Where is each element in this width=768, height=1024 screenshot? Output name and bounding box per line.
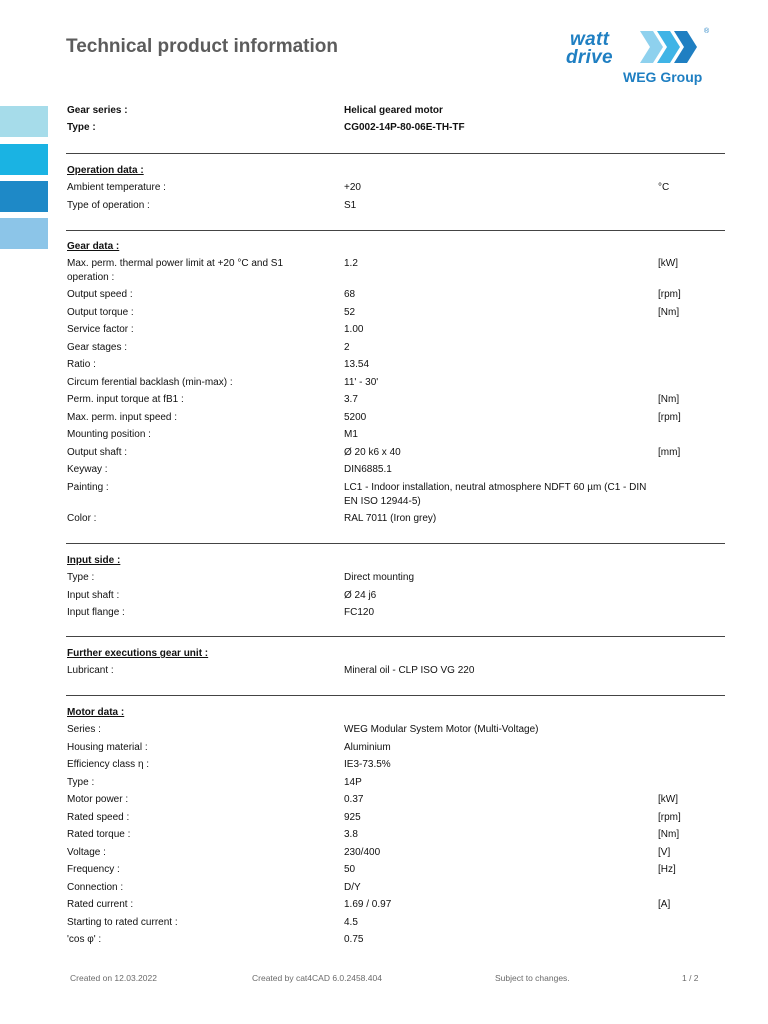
type-label: Type : <box>67 122 96 133</box>
spec-row <box>67 341 725 359</box>
spec-label: Input shaft : <box>67 589 120 601</box>
spec-row <box>67 589 725 607</box>
spec-row <box>67 828 725 846</box>
spec-value: 50 <box>344 864 356 875</box>
spec-value: LC1 - Indoor installation, neutral atmosphere NDFT 60 µm (C1 - DIN EN ISO 12944-5) <box>344 481 647 507</box>
spec-label: Efficiency class η : <box>67 759 150 770</box>
operation-data-section <box>67 164 725 216</box>
motor-data-title: Motor data : <box>67 707 125 718</box>
spec-value: RAL 7011 (Iron grey) <box>344 512 437 524</box>
spec-label: Rated speed : <box>67 811 130 823</box>
spec-label: Series : <box>67 724 101 735</box>
spec-label: Lubricant : <box>67 665 114 676</box>
input-side-section <box>67 554 725 624</box>
side-color-tab-4 <box>0 218 48 249</box>
spec-row <box>67 758 725 776</box>
spec-label: Rated torque : <box>67 829 131 840</box>
spec-label: Rated current : <box>67 899 134 910</box>
spec-row <box>67 933 725 951</box>
spec-label: Perm. input torque at fB1 : <box>67 394 184 405</box>
further-executions-title: Further executions gear unit : <box>67 648 209 659</box>
spec-value: 0.75 <box>344 934 364 945</box>
spec-row <box>67 463 725 481</box>
spec-label: Motor power : <box>67 794 129 805</box>
spec-row <box>67 257 725 288</box>
spec-label: 'cos φ' : <box>67 934 102 945</box>
side-color-tab-1 <box>0 106 48 137</box>
spec-label: Keyway : <box>67 464 108 475</box>
spec-label: Max. perm. thermal power limit at +20 °C and S1 operation : <box>67 258 284 283</box>
gear-data-section <box>67 240 725 529</box>
spec-row <box>67 376 725 394</box>
spec-row <box>67 741 725 759</box>
spec-label: Service factor : <box>67 324 134 335</box>
spec-row <box>67 323 725 341</box>
spec-value: 11' - 30' <box>344 376 379 388</box>
spec-label: Output shaft : <box>67 446 128 458</box>
spec-label: Input flange : <box>67 607 125 618</box>
spec-unit: [rpm] <box>658 289 681 300</box>
spec-unit: [Nm] <box>658 306 680 318</box>
spec-unit: °C <box>658 182 670 193</box>
spec-value: Mineral oil - CLP ISO VG 220 <box>344 665 475 676</box>
spec-label: Color : <box>67 512 97 524</box>
spec-row <box>67 571 725 589</box>
spec-value: 1.69 / 0.97 <box>344 899 392 910</box>
section-divider <box>66 695 725 696</box>
section-divider <box>66 543 725 544</box>
spec-value: M1 <box>344 429 358 440</box>
spec-row <box>67 288 725 306</box>
type-value: CG002-14P-80-06E-TH-TF <box>344 122 465 133</box>
spec-label: Connection : <box>67 881 124 893</box>
spec-label: Mounting position : <box>67 429 151 440</box>
spec-row <box>67 846 725 864</box>
spec-value: Aluminium <box>344 741 391 753</box>
footer-created-on: Created on 12.03.2022 <box>70 973 157 983</box>
spec-unit: [Nm] <box>658 394 680 405</box>
watt-drive-logo <box>566 28 716 88</box>
spec-label: Output speed : <box>67 289 133 300</box>
spec-row <box>67 664 725 682</box>
spec-value: 14P <box>344 776 362 788</box>
section-divider <box>66 636 725 637</box>
spec-unit: [mm] <box>658 446 681 458</box>
spec-value: +20 <box>344 182 361 193</box>
spec-unit: [Hz] <box>658 864 676 875</box>
spec-label: Frequency : <box>67 864 120 875</box>
spec-row <box>67 723 725 741</box>
footer-page-number: 1 / 2 <box>682 973 699 983</box>
spec-row <box>67 863 725 881</box>
logo-weg-group: WEG Group <box>623 69 703 85</box>
spec-label: Max. perm. input speed : <box>67 411 178 423</box>
input-side-title: Input side : <box>67 555 121 566</box>
gear-series-label: Gear series : <box>67 105 128 116</box>
spec-label: Gear stages : <box>67 341 128 353</box>
spec-row <box>67 181 725 199</box>
gear-series-value: Helical geared motor <box>344 105 443 116</box>
further-executions-section <box>67 647 725 682</box>
spec-row <box>67 811 725 829</box>
spec-row <box>67 776 725 794</box>
spec-unit: [Nm] <box>658 829 680 840</box>
section-divider <box>66 230 725 231</box>
spec-value: 230/400 <box>344 846 381 858</box>
spec-row <box>67 481 725 512</box>
side-color-tab-3 <box>0 181 48 212</box>
spec-label: Voltage : <box>67 846 106 858</box>
spec-row <box>67 512 725 530</box>
spec-value: 13.54 <box>344 359 370 370</box>
spec-value: D/Y <box>344 881 361 893</box>
spec-value: IE3-73.5% <box>344 759 391 770</box>
spec-value: Ø 20 k6 x 40 <box>344 446 401 458</box>
spec-value: 5200 <box>344 411 367 423</box>
spec-value: 1.00 <box>344 324 364 335</box>
spec-row <box>67 898 725 916</box>
operation-data-title: Operation data : <box>67 165 144 176</box>
spec-label: Ambient temperature : <box>67 182 166 193</box>
spec-unit: [kW] <box>658 258 678 269</box>
section-divider <box>66 153 725 154</box>
spec-row <box>67 199 725 217</box>
spec-value: S1 <box>344 199 357 211</box>
gear-data-title: Gear data : <box>67 241 120 252</box>
spec-value: 1.2 <box>344 258 358 269</box>
spec-row <box>67 358 725 376</box>
spec-value: WEG Modular System Motor (Multi-Voltage) <box>344 724 539 735</box>
spec-label: Starting to rated current : <box>67 916 178 928</box>
spec-row <box>67 916 725 934</box>
spec-value: 2 <box>344 341 350 353</box>
spec-value: 68 <box>344 289 356 300</box>
spec-row <box>67 446 725 464</box>
spec-row <box>67 606 725 624</box>
logo-word-watt: watt <box>570 29 610 50</box>
spec-label: Type : <box>67 572 95 583</box>
spec-value: Ø 24 j6 <box>344 589 377 601</box>
spec-label: Output torque : <box>67 306 134 318</box>
spec-row <box>67 393 725 411</box>
spec-label: Type : <box>67 776 95 788</box>
chevron-arrows-icon <box>640 29 704 65</box>
registered-mark: ® <box>704 28 710 35</box>
side-color-tab-2 <box>0 144 48 175</box>
spec-row <box>67 411 725 429</box>
page-title: Technical product information <box>66 36 338 57</box>
spec-unit: [rpm] <box>658 811 681 823</box>
spec-unit: [kW] <box>658 794 678 805</box>
spec-value: 52 <box>344 306 356 318</box>
spec-value: 3.8 <box>344 829 358 840</box>
spec-label: Housing material : <box>67 741 148 753</box>
spec-value: Direct mounting <box>344 572 415 583</box>
spec-row <box>67 793 725 811</box>
spec-unit: [rpm] <box>658 411 681 423</box>
spec-value: DIN6885.1 <box>344 464 392 475</box>
spec-value: FC120 <box>344 607 375 618</box>
spec-value: 3.7 <box>344 394 358 405</box>
spec-label: Painting : <box>67 481 109 493</box>
spec-label: Type of operation : <box>67 199 150 211</box>
spec-unit: [V] <box>658 846 671 858</box>
footer-subject-to-changes: Subject to changes. <box>495 973 570 983</box>
spec-label: Ratio : <box>67 359 96 370</box>
footer-created-by: Created by cat4CAD 6.0.2458.404 <box>252 973 382 983</box>
spec-row <box>67 428 725 446</box>
spec-label: Circum ferential backlash (min-max) : <box>67 376 233 388</box>
spec-unit: [A] <box>658 899 671 910</box>
logo-word-drive: drive <box>566 47 613 68</box>
spec-value: 0.37 <box>344 794 364 805</box>
motor-data-section <box>67 706 725 951</box>
spec-value: 925 <box>344 811 361 823</box>
spec-row <box>67 306 725 324</box>
spec-row <box>67 881 725 899</box>
spec-value: 4.5 <box>344 916 358 928</box>
